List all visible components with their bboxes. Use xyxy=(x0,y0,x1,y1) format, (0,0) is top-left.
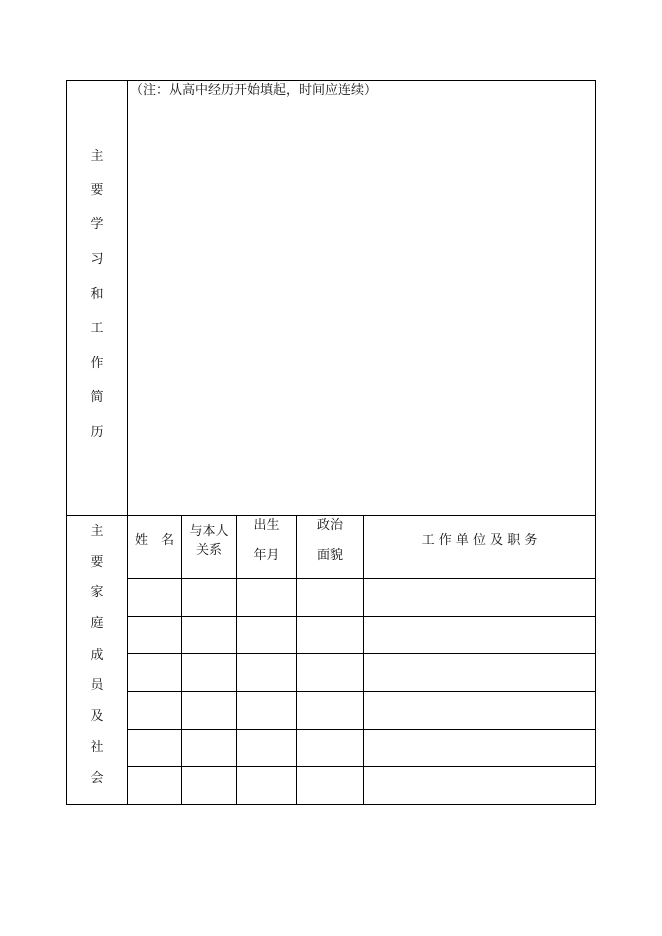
cell-workplace[interactable] xyxy=(364,767,595,804)
label-char: 简 xyxy=(90,390,104,405)
label-char: 学 xyxy=(90,217,104,232)
section-divider xyxy=(66,515,596,516)
header-birth-line1: 出生 xyxy=(253,518,280,533)
cell-political[interactable] xyxy=(297,579,363,616)
cell-name[interactable] xyxy=(128,767,181,804)
cell-political[interactable] xyxy=(297,654,363,691)
label-char: 主 xyxy=(90,149,104,164)
cell-political[interactable] xyxy=(297,692,363,729)
label-char: 习 xyxy=(90,252,104,267)
table-right-border xyxy=(595,80,596,805)
cell-relation[interactable] xyxy=(182,730,236,766)
cell-workplace[interactable] xyxy=(364,654,595,691)
cell-name[interactable] xyxy=(128,692,181,729)
cell-relation[interactable] xyxy=(182,579,236,616)
cell-relation[interactable] xyxy=(182,767,236,804)
label-char: 成 xyxy=(90,648,104,663)
study-work-note: （注：从高中经历开始填起，时间应连续） xyxy=(130,83,378,98)
label-char: 要 xyxy=(90,183,104,198)
cell-relation[interactable] xyxy=(182,617,236,653)
header-workplace: 工 作 单 位 及 职 务 xyxy=(421,533,538,548)
cell-relation[interactable] xyxy=(182,654,236,691)
header-political-line1: 政治 xyxy=(316,518,343,533)
cell-workplace[interactable] xyxy=(364,617,595,653)
label-char: 作 xyxy=(90,356,104,371)
cell-political[interactable] xyxy=(297,767,363,804)
cell-birth[interactable] xyxy=(237,654,296,691)
label-char: 庭 xyxy=(90,616,104,631)
cell-name[interactable] xyxy=(128,579,181,616)
cell-name[interactable] xyxy=(128,654,181,691)
cell-birth[interactable] xyxy=(237,617,296,653)
cell-workplace[interactable] xyxy=(364,579,595,616)
label-char: 社 xyxy=(90,740,104,755)
label-char: 会 xyxy=(90,771,104,786)
header-political-line2: 面貌 xyxy=(316,548,343,563)
label-char: 工 xyxy=(90,321,104,336)
cell-name[interactable] xyxy=(128,617,181,653)
header-birth-line2: 年月 xyxy=(253,548,280,563)
label-char: 及 xyxy=(90,709,104,724)
table-top-border xyxy=(66,80,596,81)
label-char: 历 xyxy=(90,425,104,440)
label-char: 和 xyxy=(90,287,104,302)
cell-political[interactable] xyxy=(297,730,363,766)
cell-name[interactable] xyxy=(128,730,181,766)
header-relation-line2: 关系 xyxy=(195,543,222,558)
cell-political[interactable] xyxy=(297,617,363,653)
label-char: 主 xyxy=(90,524,104,539)
label-char: 员 xyxy=(90,678,104,693)
cell-workplace[interactable] xyxy=(364,692,595,729)
label-char: 要 xyxy=(90,555,104,570)
cell-birth[interactable] xyxy=(237,579,296,616)
header-relation-line1: 与本人 xyxy=(189,524,229,539)
header-name: 姓 名 xyxy=(134,533,174,548)
table-bottom-border xyxy=(66,804,596,805)
label-char: 家 xyxy=(90,585,104,600)
study-work-entry-area[interactable] xyxy=(128,100,595,514)
cell-birth[interactable] xyxy=(237,767,296,804)
cell-relation[interactable] xyxy=(182,692,236,729)
cell-birth[interactable] xyxy=(237,692,296,729)
cell-birth[interactable] xyxy=(237,730,296,766)
cell-workplace[interactable] xyxy=(364,730,595,766)
